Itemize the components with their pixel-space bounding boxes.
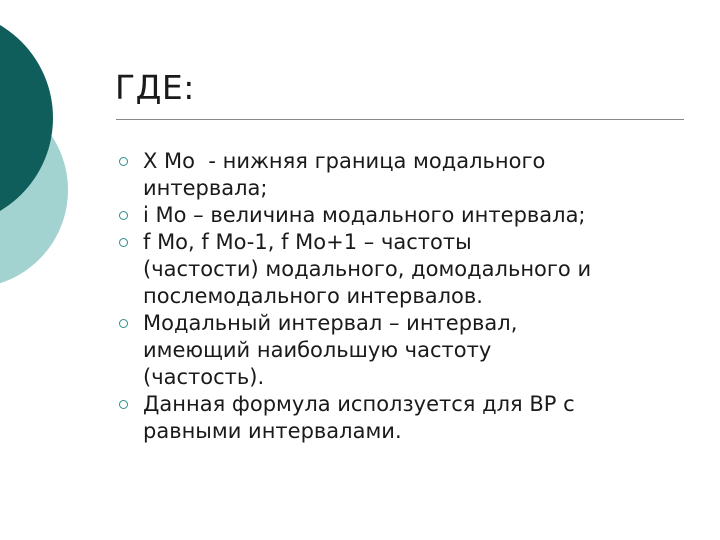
bullet-circle-icon: [119, 400, 128, 409]
bullet-circle-icon: [119, 157, 128, 166]
bullet-item: [117, 202, 697, 229]
slide-title: ГДЕ:: [115, 68, 195, 107]
bullet-text: i Mo – величина модального интервала;: [143, 203, 586, 227]
decorative-circles: [0, 0, 110, 300]
bullet-circle-icon: [119, 211, 128, 220]
bullet-circle-icon: [119, 238, 128, 247]
bullet-item: [117, 310, 697, 391]
bullet-item: [117, 148, 697, 202]
bullet-text: Модальный интервал – интервал, имеющий наибольшую частоту (частость).: [143, 311, 518, 389]
bullet-text: f Mo, f Mo-1, f Mo+1 – частоты (частости) модального, домодального и послемодального интервалов.: [143, 230, 592, 308]
bullet-circle-icon: [119, 319, 128, 328]
bullet-item: [117, 391, 697, 445]
bullet-list: [117, 148, 697, 445]
bullet-item: [117, 229, 697, 310]
bullet-text: Данная формула исползуется для ВР с равными интервалами.: [143, 392, 575, 443]
bullet-text: X Mo - нижняя граница модального интервала;: [143, 149, 546, 200]
title-divider: [116, 119, 684, 120]
